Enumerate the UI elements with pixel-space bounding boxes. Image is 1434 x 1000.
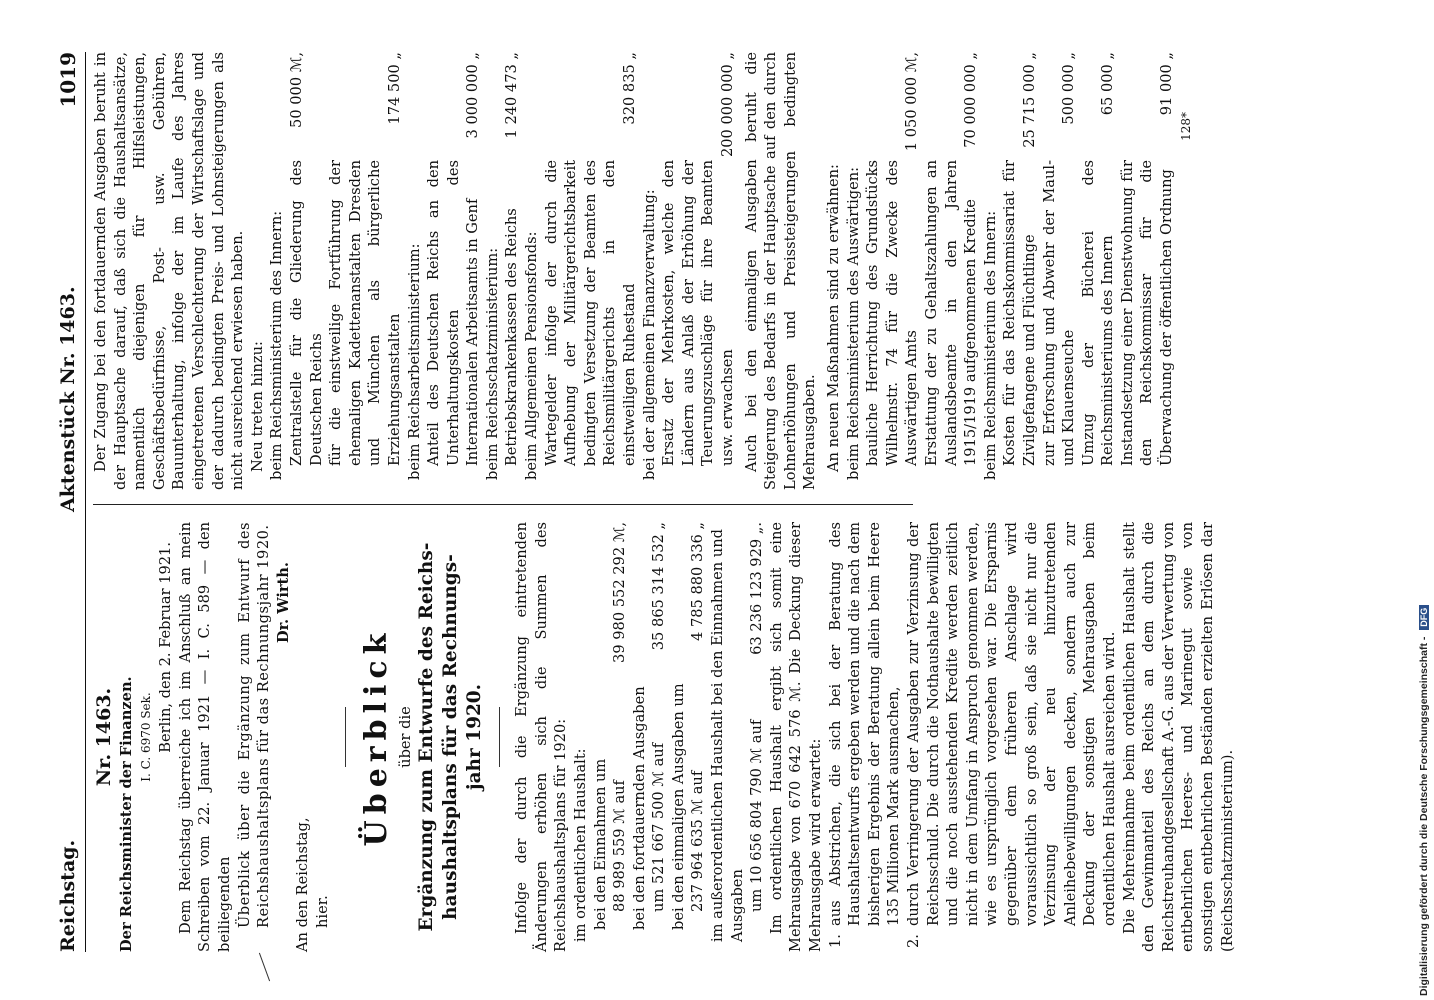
kosten-value: 25 715 000 „ — [1020, 52, 1038, 148]
title-line-3: jahr 1920. — [464, 683, 486, 791]
intro-paragraph: Dem Reichstag überreiche ich im Anschluß an mein Schreiben vom 22. Januar 1921 — I. C. 589 — den beiliegenden — [176, 522, 233, 952]
date: Berlin, den 2. Februar 1921. — [157, 542, 175, 753]
dienst-label: Instandsetzung einer Dienstwohnung für den Reichskommissar für die Überwachung der öffentlichen Ordnung — [1118, 160, 1176, 466]
pension-head: beim Allgemeinen Pensionsfonds: — [523, 231, 541, 480]
title-line-1: Ergänzung zum Entwurfe des Reichs- — [416, 542, 438, 932]
digitization-text: Digitalisierung gefördert durch die Deutsche Forschungsgemeinschaft - — [1418, 636, 1430, 996]
bau-value: 1 050 000 ℳ, — [903, 52, 921, 152]
einnahmen-total: 39 980 552 292 ℳ, — [611, 522, 629, 663]
neue-head: An neuen Maßnahmen sind zu erwähnen: — [824, 164, 842, 472]
separator-rule-2 — [499, 707, 500, 767]
left-column — [91, 522, 1237, 952]
einnahmen-value: 88 989 559 ℳ auf — [611, 780, 629, 912]
bau-label: bauliche Herrichtung des Grundstücks Wilhelmstr. 74 für die Zwecke des Auswärtigen Amts — [864, 160, 921, 466]
zentral-value: 50 000 ℳ, — [287, 52, 305, 128]
right-column — [91, 52, 1196, 490]
kadetten-row — [326, 52, 404, 466]
anteil-row — [424, 52, 483, 466]
fort-row — [649, 522, 669, 912]
intro-emphasis: Überblick über die Ergänzung zum Entwurf des Reichshaushaltsplans für das Rechnungsjahr 1920. — [235, 522, 273, 928]
fort-value: um 521 667 500 ℳ auf — [650, 742, 668, 912]
betrieb-label: Betriebskrankenkassen des Reichs — [503, 208, 521, 466]
margin-pen-mark — [259, 953, 270, 982]
signature: Dr. Wirth. — [274, 562, 292, 643]
dienst-row — [1118, 52, 1177, 466]
anteil-value: 3 000 000 „ — [464, 52, 482, 139]
paragraph-3: Die Mehreinnahme beim ordentlichen Haushalt stellt den Gewinnanteil des Reichs an dem durch die Reichstreuhandgesellschaft A.-G. aus der Verwertung von entbehrlichen Heeres- und Marinegut sowie von sonstigen entbehrlichen Beständen erzielten Erlösen dar (Reichsschatzministerium). — [1120, 522, 1236, 952]
right-paragraph-2: Auch bei den einmaligen Ausgaben beruht die Steigerung des Bedarfs in der Hauptsache auf den durch Lohnerhöhungen und Preissteigerungen bedingten Mehrausgaben. — [742, 52, 819, 490]
page-header — [55, 52, 86, 952]
neu-head: Neu treten hinzu: — [248, 341, 266, 472]
innern2-head: beim Reichsministerium des Innern: — [981, 210, 999, 480]
umzug-value: 65 000 „ — [1099, 52, 1117, 116]
fort-label: bei den fortdauernden Ausgaben — [630, 686, 648, 930]
ausser-head: im außerordentlichen Haushalt bei den Einnahmen und Ausgaben — [709, 529, 746, 942]
list-item: 2. durch Verringerung der Ausgaben zur Verzinsung der Reichsschuld. Die durch die Nothaushalte bewilligten und die noch ausstehenden Kredite werden zeitlich nicht in dem Umfang in Anspruch genommen werden, wie es ursprünglich vorgesehen war. Die Ersparnis gegenüber dem früheren Anschlage wird voraussichtlich so groß sein, daß sie nicht nur die Verzinsung der neu hinzutretenden Anleihebewilligungen decken, sondern auch zur Deckung der sonstigen Mehrausgaben beim ordentlichen Haushalt ausreichen wird. — [905, 522, 1118, 948]
warte-value: 320 835 „ — [621, 52, 639, 125]
addressee: An den Reichstag, — [294, 817, 312, 952]
ersatz-row — [659, 52, 737, 466]
umzug-label: Umzug der Bücherei des Reichsministeriums des Innern — [1079, 160, 1117, 466]
document-page — [55, 52, 1365, 952]
addressee-hier: hier. — [313, 895, 331, 928]
betrieb-value: 1 240 473 „ — [503, 52, 521, 139]
zentral-row — [287, 52, 326, 466]
column-divider — [93, 504, 913, 505]
item-1-text: aus Abstrichen, die sich bei der Beratung des Haushaltsentwurfs ergeben werden und die nach dem bisherigen Ergebnis der Beratung allein beim Heere 135 Millionen Mark ausmachen, — [826, 522, 903, 926]
bau-row — [863, 52, 922, 466]
title-line-2: haushaltsplans für das Rechnungs- — [440, 554, 462, 920]
ersatz-value: 200 000 000 „ — [719, 52, 736, 158]
innern-head: beim Reichsministerium des Innern: — [268, 210, 286, 480]
umzug-row — [1079, 52, 1118, 466]
page-number: 1019 — [56, 52, 80, 108]
doc-number: Nr. 1463. — [93, 687, 115, 787]
digitization-note — [1418, 6, 1430, 996]
right-paragraph-1: Der Zugang bei den fortdauernden Ausgaben beruht in der Hauptsache darauf, daß sich die Haushaltsansätze, namentlich diejenigen für Hilfsleistungen, Geschäftsbedürfnisse, Post- usw. Gebühren, Bauunterhaltung, infolge der im Laufe des Jahres eingetretenen Verschlechterung der Wirtschaftslage und der dadurch bedingten Preis- und Lohnsteigerungen als nicht ausreichend erwiesen haben. — [92, 52, 247, 490]
betrieb-row — [502, 52, 522, 466]
maul-label: zur Erforschung und Abwehr der Maul- und Klauenseuche — [1040, 160, 1078, 466]
ausw-head: beim Reichsministerium des Auswärtigen: — [844, 166, 862, 480]
kadetten-value: 174 500 „ — [385, 52, 403, 125]
big-title: Überblick — [358, 627, 394, 847]
reference: I. C. 6970 Sek. — [138, 692, 153, 782]
einnahmen-row — [610, 522, 630, 912]
ausser-row — [747, 522, 767, 912]
separator-rule — [345, 707, 346, 767]
erstat-value: 70 000 000 „ — [962, 52, 980, 148]
uber-die: über die — [396, 706, 414, 768]
dienst-value: 91 000 „ — [1158, 52, 1176, 116]
finanz-head: bei der allgemeinen Finanzverwaltung: — [640, 189, 658, 480]
fort-total: 35 865 314 532 „ — [650, 522, 668, 651]
arbeits-head: beim Reichsarbeitsministerium: — [405, 243, 423, 480]
ausser-value: um 10 656 804 790 ℳ auf — [748, 719, 766, 912]
erstat-row — [922, 52, 981, 466]
einmal-value: 237 964 635 ℳ auf — [689, 770, 707, 912]
paragraph-2: Im ordentlichen Haushalt ergibt sich somit eine Mehrausgabe von 670 642 576 ℳ. Die Deckung dieser Mehrausgabe wird erwartet: — [767, 522, 825, 952]
paragraph-1: Infolge der durch die Ergänzung eintretenden Änderungen erhöhen sich die Summen des Reichshaushaltsplans für 1920: — [513, 522, 570, 952]
warte-label: Wartegelder infolge der durch die Aufhebung der Militärgerichtsbarkeit bedingten Versetzung der Beamten des Reichsmilitärgerichts in den einstweiligen Ruhestand — [542, 160, 639, 466]
schatz-head: beim Reichsschatzministerium: — [483, 247, 501, 480]
ausser-total: 63 236 123 929 „. — [748, 522, 766, 655]
warte-row — [542, 52, 640, 466]
einmal-row — [688, 522, 708, 912]
anteil-label: Anteil des Deutschen Reichs an den Unterhaltungskosten des Internationalen Arbeitsamts in Genf — [425, 160, 482, 466]
maul-value: 500 000 „ — [1060, 52, 1078, 125]
dfg-logo: DFG — [1419, 605, 1429, 630]
item-2-text: durch Verringerung der Ausgaben zur Verzinsung der Reichsschuld. Die durch die Nothaushalte bewilligten und die noch ausstehenden Kredite werden zeitlich nicht in dem Umfang in Anspruch genommen werden, wie es ursprünglich vorgesehen war. Die Ersparnis gegenüber dem früheren Anschlage wird voraussichtlich so groß sein, daß sie nicht nur die Verzinsung der neu hinzutretenden Anleihebewilligungen decken, sondern auch zur Deckung der sonstigen Mehrausgaben beim ordentlichen Haushalt ausreichen wird. — [905, 522, 1118, 926]
ersatz-label: Ersatz der Mehrkosten, welche den Ländern aus Anlaß der Erhöhung der Teuerungszuschläge für ihre Beamten usw. erwachsen — [660, 160, 736, 466]
footer-signature: 128* — [1178, 112, 1193, 141]
einnahmen-label: bei den Einnahmen um — [591, 758, 609, 930]
kosten-row — [1000, 52, 1039, 466]
header-title: Aktenstück Nr. 1463. — [57, 286, 79, 512]
kosten-label: Kosten für das Reichskommissariat für Zivilgefangene und Flüchtlinge — [1001, 160, 1038, 466]
erstat-label: Erstattung der zu Gehaltszahlungen an Auslandsbeamte in den Jahren 1915/1919 aufgenommenen Kredite — [922, 160, 980, 466]
list-item: 1. aus Abstrichen, die sich bei der Beratung des Haushaltsentwurfs ergeben werden und die nach dem bisherigen Ergebnis der Beratung allein beim Heere 135 Millionen Mark ausmachen, — [826, 522, 903, 948]
header-left: Reichstag. — [57, 839, 79, 952]
kadetten-label: für die einstweilige Fortführung der ehemaligen Kadettenanstalten Dresden und München als bürgerliche Erziehungsanstalten — [327, 160, 403, 466]
maul-row — [1040, 52, 1079, 466]
einmal-label: bei den einmaligen Ausgaben um — [669, 683, 687, 930]
ordentlich-head: im ordentlichen Haushalt: — [571, 748, 589, 942]
einmal-total: 4 785 880 336 „ — [689, 522, 707, 641]
zentral-label: Zentralstelle für die Gliederung des Deutschen Reichs — [287, 160, 325, 466]
sender: Der Reichsminister der Finanzen. — [118, 676, 135, 952]
